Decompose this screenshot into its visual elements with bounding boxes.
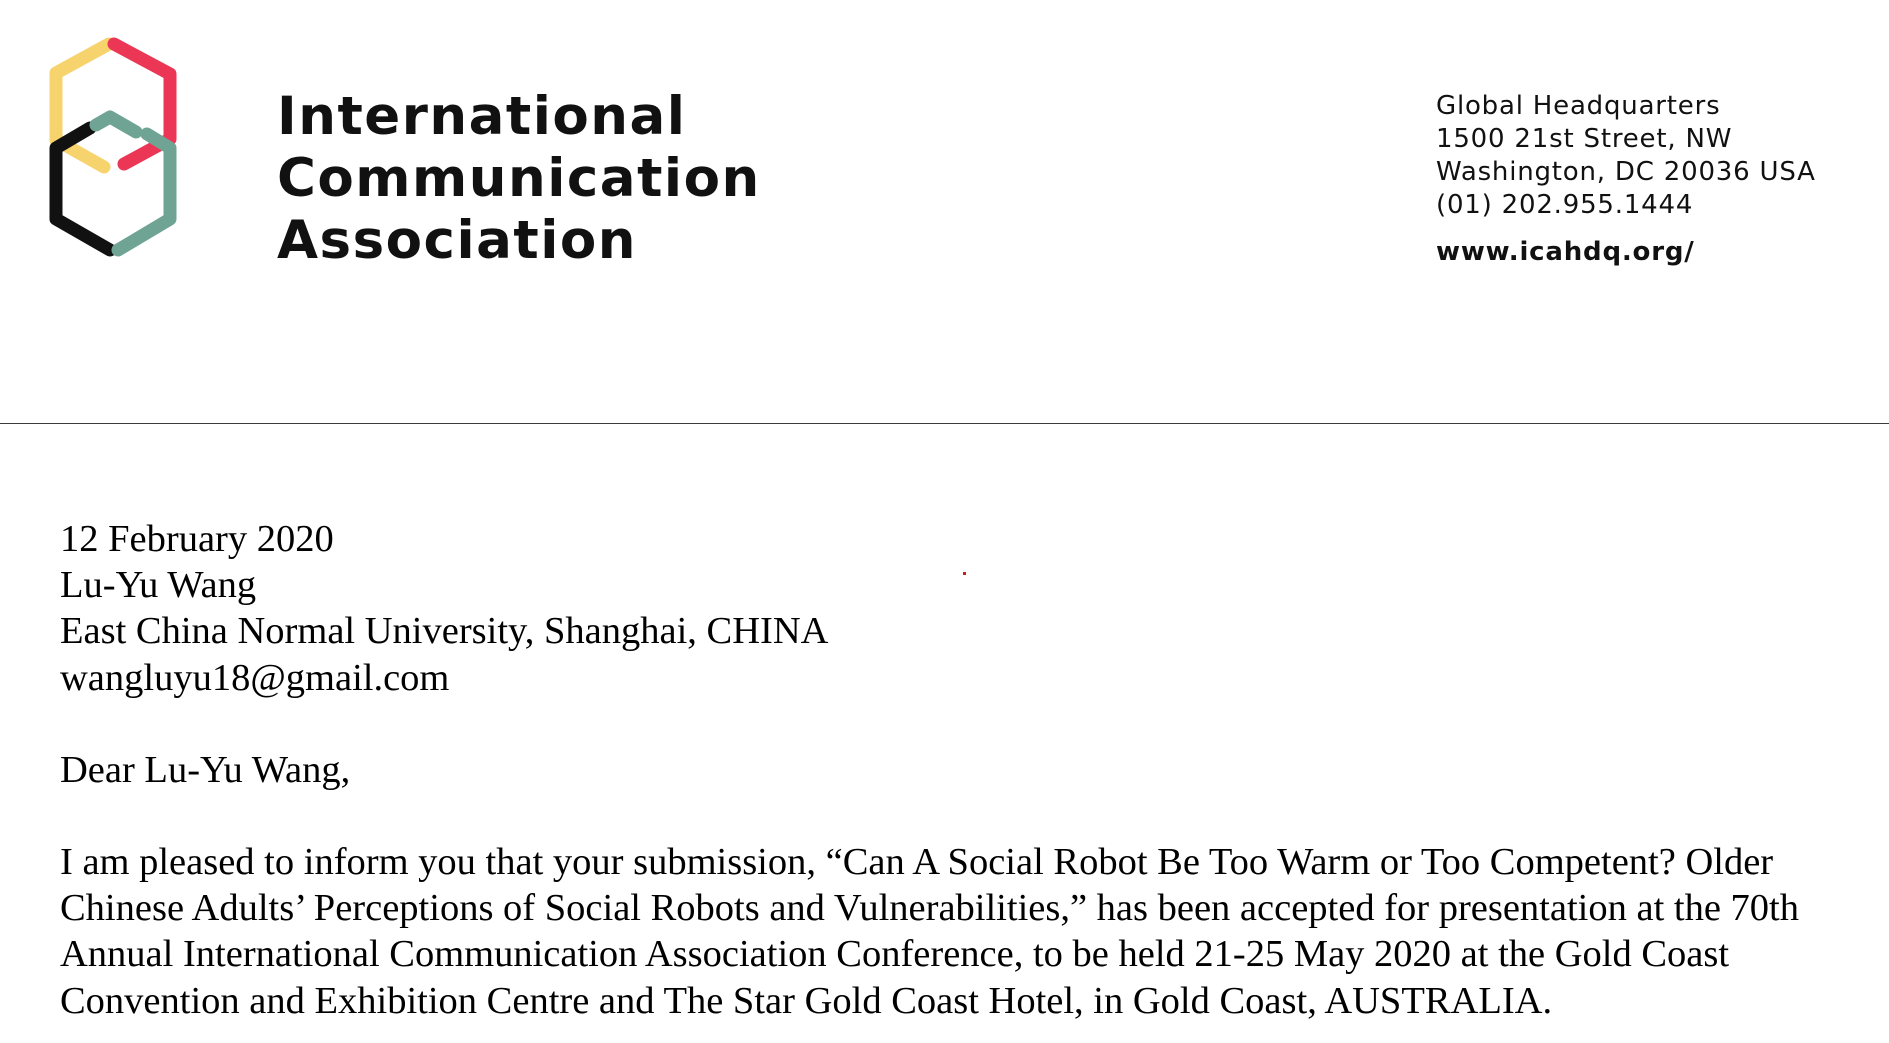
salutation: Dear Lu-Yu Wang, (60, 748, 351, 791)
letter-date: 12 February 2020 (60, 518, 334, 560)
paragraph-line: I am pleased to inform you that your submission, “Can A Social Robot Be Too Warm or Too Competent? Older (60, 841, 1774, 884)
paragraph-line: Chinese Adults’ Perceptions of Social Robots and Vulnerabilities,” has been accepted for presentation at the 70th (60, 887, 1800, 930)
recipient-name: Lu-Yu Wang (60, 564, 257, 607)
letter-body (60, 516, 1880, 1024)
organization-name-line-3: Association (277, 210, 638, 271)
recipient-email: wangluyu18@gmail.com (60, 656, 450, 699)
address-line-2: 1500 21st Street, NW (1436, 124, 1733, 154)
letterhead (0, 0, 1889, 424)
organization-name (277, 86, 761, 272)
address-line-1: Global Headquarters (1436, 91, 1721, 121)
ica-hexagon-logo-icon (44, 36, 184, 264)
organization-name-line-1: International (277, 86, 687, 147)
acceptance-paragraph (60, 839, 1880, 1024)
headquarters-address (1436, 90, 1816, 269)
paragraph-line: Convention and Exhibition Centre and The Star Gold Coast Hotel, in Gold Coast, AUSTRALIA. (60, 979, 1553, 1022)
website-link[interactable]: www.icahdq.org/ (1436, 237, 1695, 267)
recipient-block (60, 516, 1880, 701)
letterhead-divider (0, 423, 1889, 424)
address-line-3: Washington, DC 20036 USA (1436, 157, 1816, 187)
recipient-affiliation: East China Normal University, Shanghai, CHINA (60, 610, 829, 653)
organization-name-line-2: Communication (277, 148, 761, 209)
paragraph-line: Annual International Communication Association Conference, to be held 21-25 May 2020 at the Gold Coast (60, 933, 1730, 976)
phone-number: (01) 202.955.1444 (1436, 190, 1694, 220)
